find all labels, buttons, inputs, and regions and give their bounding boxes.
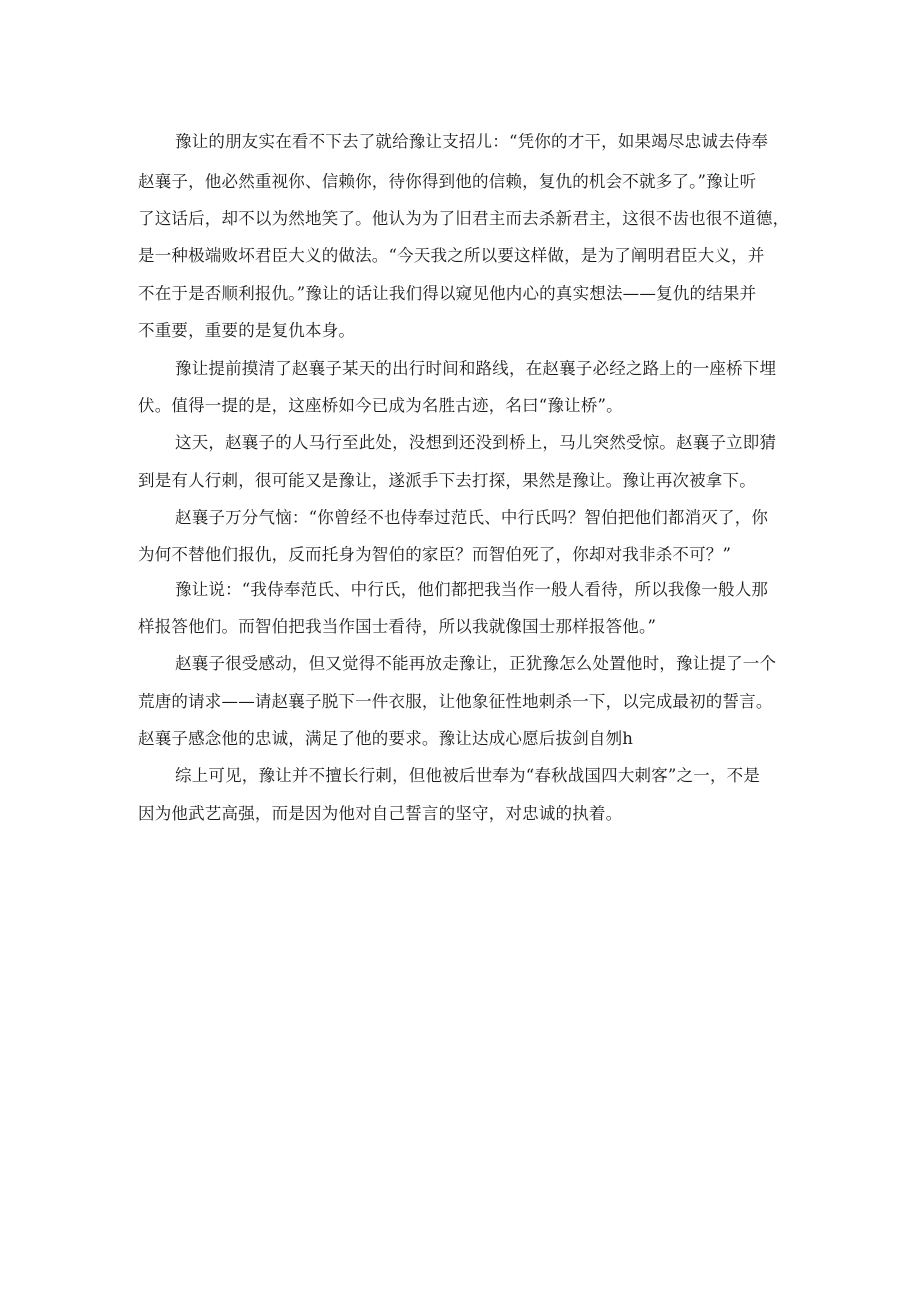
paragraph-1-line-6: 不重要，重要的是复仇本身。 bbox=[138, 321, 356, 340]
paragraph-1-line-4: 是一种极端败坏君臣大义的做法。“今天我之所以要这样做，是为了阐明君臣大义，并 bbox=[138, 246, 765, 265]
paragraph-3-line-2: 到是有人行刺，很可能又是豫让，遂派手下去打探，果然是豫让。豫让再次被拿下。 bbox=[138, 471, 756, 490]
paragraph-1-line-5: 不在于是否顺利报仇。”豫让的话让我们得以窥见他内心的真实想法——复仇的结果并 bbox=[138, 284, 757, 303]
paragraph-6-line-3: 赵襄子感念他的忠诚，满足了他的要求。豫让达成心愿后拔剑自刎h bbox=[138, 729, 634, 748]
paragraph-5-line-1: 豫让说：“我侍奉范氏、中行氏，他们都把我当作一般人看待，所以我像一般人那 bbox=[175, 580, 769, 599]
paragraph-6-line-1: 赵襄子很受感动，但又觉得不能再放走豫让，正犹豫怎么处置他时，豫让提了一个 bbox=[175, 654, 777, 673]
paragraph-6-line-2: 荒唐的请求——请赵襄子脱下一件衣服，让他象征性地刺杀一下，以完成最初的誓言。 bbox=[138, 692, 773, 711]
paragraph-5-line-2: 样报答他们。而智伯把我当作国士看待，所以我就像国士那样报答他。” bbox=[138, 617, 657, 636]
paragraph-7-line-2: 因为他武艺高强，而是因为他对自己誓言的坚守，对忠诚的执着。 bbox=[138, 804, 623, 823]
paragraph-3-line-1: 这天，赵襄子的人马行至此处，没想到还没到桥上，马儿突然受惊。赵襄子立即猜 bbox=[175, 433, 777, 452]
paragraph-4-line-2: 为何不替他们报仇，反而托身为智伯的家臣？而智伯死了，你却对我非杀不可？” bbox=[138, 545, 732, 564]
paragraph-7-line-1: 综上可见，豫让并不擅长行刺，但他被后世奉为“春秋战国四大刺客”之一，不是 bbox=[175, 766, 761, 785]
paragraph-1-line-2: 赵襄子，他必然重视你、信赖你，待你得到他的信赖，复仇的机会不就多了。”豫让听 bbox=[138, 172, 757, 191]
paragraph-4-line-1: 赵襄子万分气恼：“你曾经不也侍奉过范氏、中行氏吗？智伯把他们都消灭了，你 bbox=[175, 508, 769, 527]
paragraph-2-line-2: 伏。值得一提的是，这座桥如今已成为名胜古迹，名曰“豫让桥”。 bbox=[138, 396, 623, 415]
paragraph-1-line-3: 了这话后，却不以为然地笑了。他认为为了旧君主而去杀新君主，这很不齿也很不道德， bbox=[138, 209, 790, 228]
paragraph-1-line-1: 豫让的朋友实在看不下去了就给豫让支招儿：“凭你的才干，如果竭尽忠诚去侍奉 bbox=[175, 132, 769, 151]
paragraph-2-line-1: 豫让提前摸清了赵襄子某天的出行时间和路线，在赵襄子必经之路上的一座桥下埋 bbox=[175, 359, 777, 378]
